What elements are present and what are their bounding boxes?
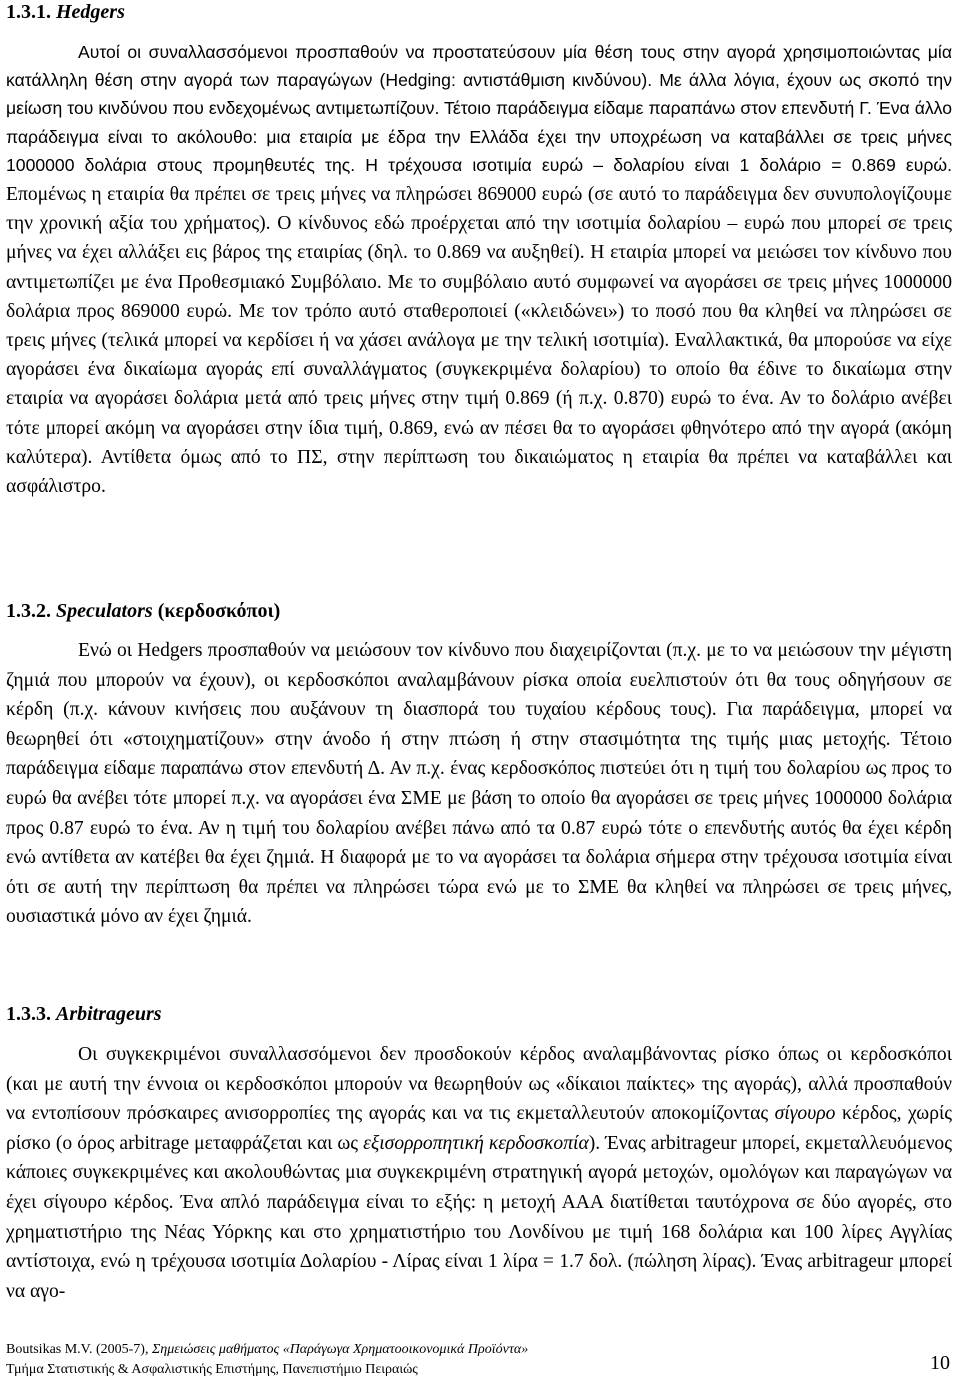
hedgers-paragraph [6, 38, 952, 501]
speculators-text: Ενώ οι Hedgers προσπαθούν να μειώσουν τον κίνδυνο που διαχειρίζονται (π.χ. με το να μειώσουν την μέγιστη ζημιά που μπορούν να έχουν), οι κερδοσκόποι αναλαμβάνουν ρίσκα οποία ευελπιστούν ότι θα τους οδηγήσουν σε κέρδη (π.χ. κάνουν κινήσεις που αυξάνουν τη διασπορά του τυχαίου κέρδους τους). Για παράδειγμα, μπορεί να θεωρηθεί ότι «στοιχηματίζουν» στην άνοδο ή στην πτώση ή στην στασιμότητα της τιμής μιας μετοχής. Τέτοιο παράδειγμα είδαμε παραπάνω στον επενδυτή Δ. Αν π.χ. ένας κερδοσκόπος πιστεύει ότι η τιμή του δολαρίου ως προς το ευρώ θα ανέβει τότε μπορεί π.χ. να αγοράσει ένα ΣΜΕ με βάση το οποίο θα αγοράσει σε τρεις μήνες 1000000 δολάρια προς 0.87 ευρώ το ένα. Αν η τιμή του δολαρίου ανέβει πάνω από τα 0.87 ευρώ τότε ο επενδυτής αυτός θα έχει κέρδη ενώ αντίθετα αν κατέβει θα έχει ζημιά. Η διαφορά με το να αγοράσει τα δολάρια σήμερα στην τρέχουσα ισοτιμία είναι ότι σε αυτή την περίπτωση θα πρέπει να πληρώσει τώρα ενώ με το ΣΜΕ θα κληθεί να πληρώσει σε τρεις μήνες, ουσιαστικά μόνο αν έχει ζημιά. [6, 640, 952, 928]
section-title: Speculators [56, 600, 153, 622]
footer-course-title: Σημειώσεις μαθήματος «Παράγωγα Χρηματοοικονομικά Προϊόντα» [151, 1342, 529, 1357]
hedgers-text-part2: Επομένως η εταιρία θα πρέπει σε τρεις μήνες να πληρώσει 869000 ευρώ (σε αυτό το παράδειγμα δεν συνυπολογίζουμε την χρονική αξία του χρήματος). Ο κίνδυνος εδώ προέρχεται από την ισοτιμία δολαρίου – ευρώ που μπορεί σε τρεις μήνες να έχει αλλάξει εις βάρος της εταιρίας (δηλ. το 0.869 να αυξηθεί). Η εταιρία μπορεί να μειώσει τον κίνδυνο που αντιμετωπίζει με ένα Προθεσμιακό Συμβόλαιο. Με το συμβόλαιο αυτό συμφωνεί να αγοράσει σε τρεις μήνες 1000000 δολάρια προς 869000 ευρώ. Με τον τρόπο αυτό σταθεροποιεί («κλειδώνει») το ποσό που θα κληθεί να πληρώσει σε τρεις μήνες (τελικά μπορεί να κερδίσει ή να χάσει ανάλογα με την τελική ισοτιμία). Εναλλακτικά, θα μπορούσε να είχε αγοράσει ένα δικαίωμα αγοράς επί συναλλάγματος (συγκεκριμένα δολαρίου) το οποίο θα έδινε το δικαίωμα στην εταιρία να αγοράσει δολάρια μετά από τρεις μήνες στην τιμή 0.869 (ή π.χ. 0.870) ευρώ το ένα. Αν το δολάριο ανέβει τότε μπορεί ακόμη να αγοράσει στην ίδια τιμή, 0.869, ενώ αν πέσει θα το αγοράσει φθηνότερο από την αγορά (ακόμη καλύτερα). Αντίθετα όμως από το ΠΣ, στην περίπτωση του δικαιώματος η εταιρία θα πρέπει να καταβάλλει και ασφάλιστρο. [6, 184, 952, 498]
arbitrageurs-text-2: κέρδος, χωρίς ρίσκο (ο όρος arbitrage μεταφράζεται και ως [6, 1103, 952, 1154]
arbitrageurs-emphasis-1: σίγουρο [774, 1103, 836, 1125]
section-heading-arbitrageurs [6, 1002, 162, 1026]
section-heading-speculators [6, 599, 280, 623]
footer-line-2: Τμήμα Στατιστικής & Ασφαλιστικής Επιστήμης, Πανεπιστήμιο Πειραιώς [6, 1362, 418, 1377]
page-number: 10 [930, 1352, 950, 1374]
speculators-paragraph [6, 636, 952, 932]
section-number: 1.3.1. [6, 1, 56, 23]
page-footer [6, 1340, 886, 1380]
section-heading-hedgers [6, 0, 125, 24]
arbitrageurs-text-1: Οι συγκεκριμένοι συναλλασσόμενοι δεν προσδοκούν κέρδος αναλαμβάνοντας ρίσκο όπως οι κερδοσκόποι (και με αυτή την έννοια οι κερδοσκόποι μπορούν να θεωρηθούν ως «δίκαιοι παίκτες» της αγοράς), αλλά προσπαθούν να εντοπίσουν πρόσκαιρες ανισορροπίες της αγοράς και να τις εκμεταλλευτούν αποκομίζοντας [6, 1044, 952, 1125]
footer-line-1 [6, 1340, 886, 1360]
section-number: 1.3.2. [6, 600, 56, 622]
section-subtitle: (κερδοσκόποι) [152, 600, 281, 622]
hedgers-text-part1: Αυτοί οι συναλλασσόμενοι προσπαθούν να προστατεύσουν μία θέση τους στην αγορά χρησιμοποιώντας μία κατάλληλη θέση στην αγορά των παραγώγων (Hedging: αντιστάθμιση κινδύνου). Με άλλα λόγια, έχουν ως σκοπό την μείωση του κινδύνου που ενδεχομένως αντιμετωπίζουν. Τέτοιο παράδειγμα είδαμε παραπάνω στον επενδυτή Γ. Ένα άλλο παράδειγμα είναι το ακόλουθο: μια εταιρία με έδρα την Ελλάδα έχει την υποχρέωση να καταβάλλει σε τρεις μήνες 1000000 δολάρια στους προμηθευτές της. Η τρέχουσα ισοτιμία ευρώ – δολαρίου είναι 1 δολάριο = 0.869 ευρώ. [6, 42, 952, 175]
arbitrageurs-emphasis-2: εξισορροπητική κερδοσκοπία [363, 1132, 589, 1154]
arbitrageurs-text-3: ). Ένας arbitrageur μπορεί, εκμεταλλευόμενος κάποιες συγκεκριμένες και ακολουθώντας μια συγκεκριμένη στρατηγική αγορά μετοχών, ομολόγων και παραγώγων να έχει σίγουρο κέρδος. Ένα απλό παράδειγμα είναι το εξής: η μετοχή ΑΑΑ διατίθεται ταυτόχρονα σε δύο αγορές, στο χρηματιστήριο της Νέας Υόρκης και στο χρηματιστήριο του Λονδίνου με τιμή 168 δολάρια και 100 λίρες Αγγλίας αντίστοιχα, ενώ η τρέχουσα ισοτιμία Δολαρίου - Λίρας είναι 1 λίρα = 1.7 δολ. (πώληση λίρας). Ένας arbitrageur μπορεί να αγο- [6, 1132, 952, 1302]
footer-author: Boutsikas M.V. (2005-7), [6, 1342, 152, 1357]
section-title: Hedgers [56, 1, 125, 23]
arbitrageurs-paragraph [6, 1040, 952, 1306]
section-number: 1.3.3. [6, 1003, 56, 1025]
section-title: Arbitrageurs [56, 1003, 162, 1025]
